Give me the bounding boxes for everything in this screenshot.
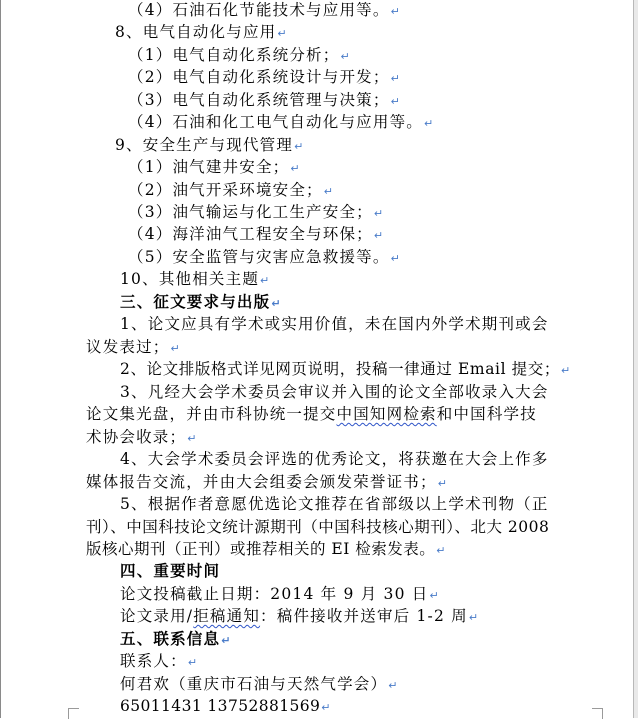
paragraph-line: 论文集光盘，并由市科协统一提交中国知网检索和中国科学技 — [86, 405, 537, 423]
spellcheck-underline: 中国知网检索 — [336, 405, 437, 423]
paragraph-mark-icon: ↵ — [323, 185, 335, 198]
scrollbar-track[interactable] — [633, 0, 638, 718]
paragraph-mark-icon: ↵ — [388, 679, 399, 692]
paragraph-line: 刊）、中国科技论文统计源期刊（中国科技核心期刊）、北大 2008 — [86, 518, 550, 536]
paragraph-line: 4、大会学术委员会评选的优秀论文，将获邀在大会上作多 — [120, 450, 549, 468]
paragraph-mark-icon: ↵ — [390, 72, 401, 85]
paragraph-mark-icon: ↵ — [468, 611, 480, 624]
paragraph-mark-icon: ↵ — [429, 589, 440, 602]
paragraph-mark-icon: ↵ — [373, 207, 385, 220]
margin-corner-mark — [68, 708, 79, 719]
paragraph-line: 3、凡经大会学术委员会审议并入围的论文全部收录入大会 — [120, 383, 549, 401]
list-item: （2）电气自动化系统设计与开发；↵ — [128, 68, 401, 86]
paragraph-line: 媒体报告交流，并由大会组委会颁发荣誉证书；↵ — [86, 473, 449, 491]
list-item: （4）石油和化工电气自动化与应用等。↵ — [128, 113, 435, 131]
section-heading: 10、其他相关主题↵ — [120, 270, 271, 288]
paragraph-mark-icon: ↵ — [187, 656, 199, 669]
paragraph-line: 何君欢（重庆市石油与天然气学会）↵ — [120, 675, 399, 693]
spellcheck-underline: 拒稿通知 — [193, 607, 261, 625]
paragraph-mark-icon: ↵ — [390, 5, 401, 18]
paragraph-mark-icon: ↵ — [277, 27, 288, 40]
list-item: （1）电气自动化系统分析；↵ — [128, 46, 351, 64]
paragraph-mark-icon: ↵ — [271, 297, 282, 310]
paragraph-line: 2、论文排版格式详见网页说明，投稿一律通过 Email 提交；↵ — [120, 360, 571, 378]
list-item: （3）电气自动化系统管理与决策；↵ — [128, 91, 401, 109]
list-item: （4）海洋油气工程安全与环保；↵ — [128, 225, 385, 243]
paragraph-line: 论文录用/拒稿通知：稿件接收并送审后 1-2 周↵ — [120, 607, 480, 625]
paragraph-mark-icon: ↵ — [340, 50, 351, 63]
paragraph-mark-icon: ↵ — [373, 229, 385, 242]
chapter-heading: 四、重要时间 — [120, 561, 221, 580]
paragraph-mark-icon: ↵ — [187, 432, 198, 445]
paragraph-mark-icon: ↵ — [437, 477, 449, 490]
chapter-heading: 五、联系信息↵ — [120, 629, 232, 648]
margin-corner-mark — [592, 708, 603, 719]
list-item: （2）油气开采环境安全；↵ — [128, 181, 335, 199]
paragraph-line: 版核心期刊（正刊）或推荐相关的 EI 检索发表。↵ — [86, 540, 447, 558]
document-line: （4）石油石化节能技术与应用等。↵ — [128, 1, 401, 19]
list-item: （5）安全监管与灾害应急救援等。↵ — [128, 248, 401, 266]
paragraph-mark-icon: ↵ — [321, 701, 331, 714]
section-heading: 8、电气自动化与应用↵ — [115, 23, 288, 41]
paragraph-mark-icon: ↵ — [290, 162, 301, 175]
paragraph-mark-icon: ↵ — [294, 140, 305, 153]
list-item: （1）油气建井安全；↵ — [128, 158, 301, 176]
paragraph-line: 65011431 13752881569↵ — [120, 697, 331, 715]
paragraph-line: 术协会收录；↵ — [86, 428, 198, 446]
list-item: （3）油气输运与化工生产安全；↵ — [128, 203, 385, 221]
paragraph-line: 论文投稿截止日期：2014 年 9 月 30 日↵ — [120, 585, 440, 603]
paragraph-mark-icon: ↵ — [260, 274, 271, 287]
paragraph-mark-icon: ↵ — [390, 252, 401, 265]
section-heading: 9、安全生产与现代管理↵ — [115, 136, 305, 154]
paragraph-line: 1、论文应具有学术或实用价值，未在国内外学术期刊或会 — [120, 315, 549, 333]
paragraph-mark-icon: ↵ — [170, 342, 181, 355]
paragraph-line: 议发表过；↵ — [86, 338, 181, 356]
paragraph-mark-icon: ↵ — [436, 544, 447, 557]
chapter-heading: 三、征文要求与出版↵ — [120, 292, 282, 311]
paragraph-line: 联系人：↵ — [120, 652, 199, 670]
paragraph-mark-icon: ↵ — [390, 95, 401, 108]
paragraph-mark-icon: ↵ — [221, 634, 232, 647]
paragraph-mark-icon: ↵ — [423, 117, 435, 130]
paragraph-line: 5、根据作者意愿优选论文推荐在省部级以上学术刊物（正 — [120, 495, 549, 513]
paragraph-mark-icon: ↵ — [561, 364, 571, 377]
